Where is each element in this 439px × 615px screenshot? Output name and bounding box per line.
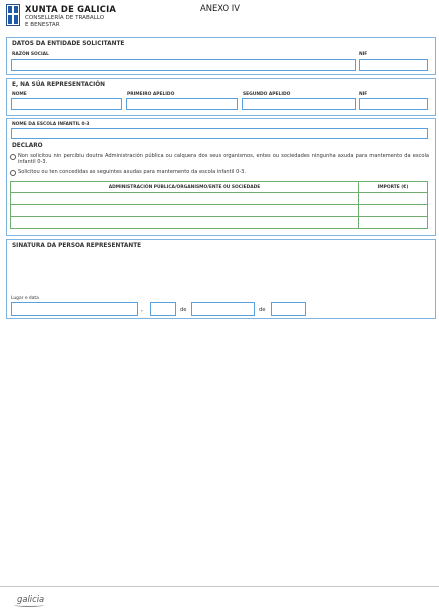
primeiro-apelido-field[interactable] xyxy=(126,98,238,110)
org-sub-line2: E BENESTAR xyxy=(25,21,60,28)
xunta-coat-of-arms-icon xyxy=(6,4,20,26)
entity-nif-label: NIF xyxy=(359,52,368,57)
annex-title: ANEXO IV xyxy=(200,3,240,13)
aid-table xyxy=(10,181,428,229)
option-no-aid-radio[interactable] xyxy=(10,154,16,160)
galicia-logo-swoosh-icon xyxy=(14,603,44,607)
aid-amount-cell[interactable] xyxy=(359,205,428,217)
segundo-apelido-field[interactable] xyxy=(242,98,356,110)
aid-table-header-amount: IMPORTE (€) xyxy=(359,182,428,193)
aid-table-header-administration: ADMINISTRACIÓN PÚBLICA/ORGANISMO/ENTE OU SOCIEDADE xyxy=(11,182,359,193)
segundo-apelido-label: SEGUNDO APELIDO xyxy=(243,92,291,97)
entity-section xyxy=(6,37,436,75)
nome-label: NOME xyxy=(12,92,27,97)
signature-section-title: SINATURA DA PERSOA REPRESENTANTE xyxy=(12,243,142,249)
de-separator-2: de xyxy=(259,307,266,313)
option-aid-requested-text: Solicitou ou ten concedidas as seguintes axudas para mantemento da escola infantil 0-3. xyxy=(18,169,247,175)
representative-nif-label: NIF xyxy=(359,92,368,97)
representation-section-title: E, NA SÚA REPRESENTACIÓN xyxy=(12,82,106,88)
declaro-heading: DECLARO xyxy=(12,143,43,149)
option-aid-requested-radio[interactable] xyxy=(10,170,16,176)
table-row xyxy=(11,193,428,205)
aid-administration-cell[interactable] xyxy=(11,217,359,229)
school-name-field[interactable] xyxy=(11,128,428,139)
galicia-logo: galicia xyxy=(17,594,45,604)
option-no-aid-text: Non solicitou nin percibiu doutra Administración pública ou calquera dos seus organismos, entes ou sociedades ningunha axuda para mantemento da escola infantil 0-3. xyxy=(18,153,429,166)
representative-nif-field[interactable] xyxy=(359,98,428,110)
de-separator-1: de xyxy=(180,307,187,313)
representation-section xyxy=(6,78,436,116)
org-subtitle xyxy=(25,15,104,28)
org-name: XUNTA DE GALICIA xyxy=(25,4,117,14)
footer-divider xyxy=(0,586,439,587)
razon-social-field[interactable] xyxy=(11,59,356,71)
day-field[interactable] xyxy=(150,302,176,316)
table-row xyxy=(11,205,428,217)
nome-field[interactable] xyxy=(11,98,122,110)
school-name-label: NOME DA ESCOLA INFANTIL 0-3 xyxy=(12,122,90,127)
org-sub-line1: CONSELLERÍA DE TRABALLO xyxy=(25,15,105,21)
place-field[interactable] xyxy=(11,302,138,316)
aid-administration-cell[interactable] xyxy=(11,193,359,205)
aid-amount-cell[interactable] xyxy=(359,217,428,229)
aid-amount-cell[interactable] xyxy=(359,193,428,205)
place-comma: , xyxy=(141,306,143,313)
place-date-label: Lugar e data xyxy=(11,296,39,301)
table-row xyxy=(11,217,428,229)
month-field[interactable] xyxy=(191,302,255,316)
aid-administration-cell[interactable] xyxy=(11,205,359,217)
primeiro-apelido-label: PRIMEIRO APELIDO xyxy=(127,92,175,97)
razon-social-label: RAZÓN SOCIAL xyxy=(12,52,49,57)
signature-section xyxy=(6,239,436,319)
year-field[interactable] xyxy=(271,302,306,316)
aid-table-header-row xyxy=(11,182,428,193)
entity-nif-field[interactable] xyxy=(359,59,428,71)
entity-section-title: DATOS DA ENTIDADE SOLICITANTE xyxy=(12,41,125,47)
